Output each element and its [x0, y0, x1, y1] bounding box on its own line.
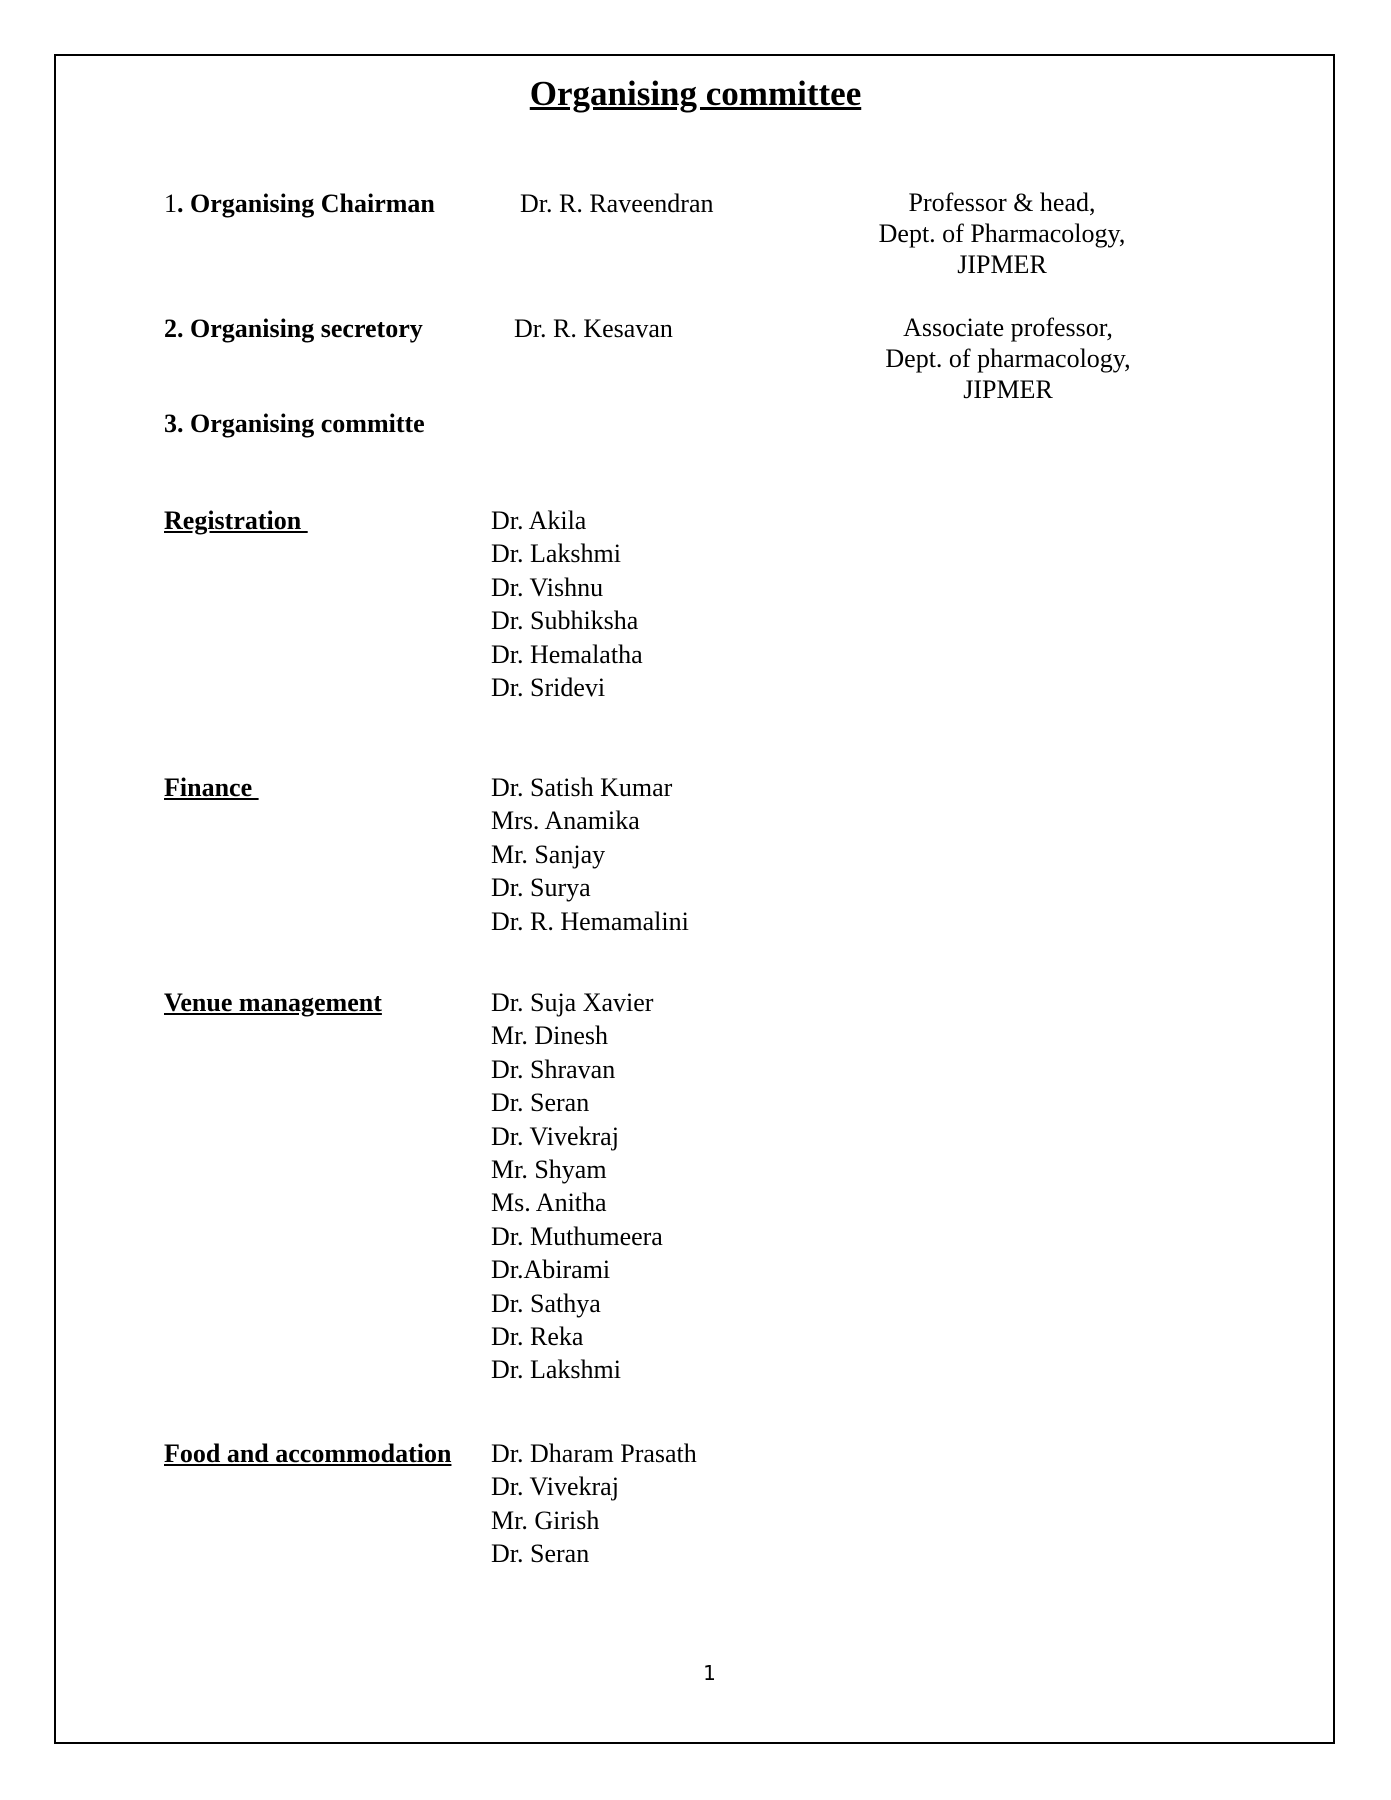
member-name: Dr. Satish Kumar [491, 773, 673, 802]
member-name: Mr. Shyam [491, 1155, 607, 1185]
section-members-food [491, 1437, 697, 1571]
section-members-registration [491, 504, 643, 704]
affiliation-line: Dept. of pharmacology, [885, 344, 1131, 373]
member-name: Mr. Girish [491, 1505, 600, 1535]
member-name: Dr. Shravan [491, 1054, 616, 1084]
member-name: Dr. Vivekraj [491, 1472, 619, 1502]
member-name: Dr. Vishnu [491, 572, 604, 602]
member-name: Dr. Dharam Prasath [491, 1439, 697, 1468]
member-name: Dr. Surya [491, 873, 591, 903]
member-name: Dr. Muthumeera [491, 1221, 663, 1251]
role-secretary-name: Dr. R. Kesavan [514, 314, 673, 343]
member-name: Dr. Sridevi [491, 673, 606, 703]
member-name: Dr. Seran [491, 1088, 590, 1118]
member-name: Dr. Reka [491, 1322, 584, 1352]
member-name: Mr. Sanjay [491, 839, 606, 869]
role-chairman-affiliation [837, 187, 1167, 280]
member-name: Dr. Seran [491, 1539, 590, 1569]
member-name: Dr. Lakshmi [491, 539, 621, 569]
member-name: Dr.Abirami [491, 1255, 611, 1285]
member-name: Dr. Lakshmi [491, 1355, 621, 1385]
role-committee-label: 3. Organising committe [164, 409, 425, 438]
member-name: Mrs. Anamika [491, 806, 640, 836]
section-heading-finance: Finance [164, 773, 259, 802]
member-name: Dr. Hemalatha [491, 639, 643, 669]
member-name: Dr. Suja Xavier [491, 988, 654, 1017]
member-name: Dr. R. Hemamalini [491, 906, 689, 936]
affiliation-line: Associate professor, [903, 313, 1113, 342]
role-chairman-name: Dr. R. Raveendran [520, 189, 714, 218]
page-title: Organising committee [529, 74, 862, 113]
section-heading-venue: Venue management [164, 988, 382, 1017]
section-heading-food: Food and accommodation [164, 1439, 452, 1468]
affiliation-line: JIPMER [963, 375, 1053, 404]
section-heading-registration: Registration [164, 506, 308, 535]
affiliation-line: JIPMER [957, 250, 1047, 279]
section-members-venue [491, 986, 663, 1387]
member-name: Mr. Dinesh [491, 1021, 608, 1051]
member-name: Dr. Vivekraj [491, 1121, 619, 1151]
affiliation-line: Dept. of Pharmacology, [878, 219, 1126, 248]
member-name: Dr. Subhiksha [491, 606, 639, 636]
role-chairman-label [164, 191, 435, 217]
role-title: . Organising Chairman [177, 189, 435, 218]
affiliation-line: Professor & head, [908, 188, 1096, 217]
member-name: Ms. Anitha [491, 1188, 607, 1218]
member-name: Dr. Sathya [491, 1288, 601, 1318]
role-secretary-label: 2. Organising secretory [164, 314, 423, 343]
page-number: 1 [703, 1661, 716, 1685]
role-secretary-affiliation [843, 312, 1173, 405]
member-name: Dr. Akila [491, 506, 587, 535]
role-number: 1 [164, 189, 177, 218]
section-members-finance [491, 771, 689, 938]
